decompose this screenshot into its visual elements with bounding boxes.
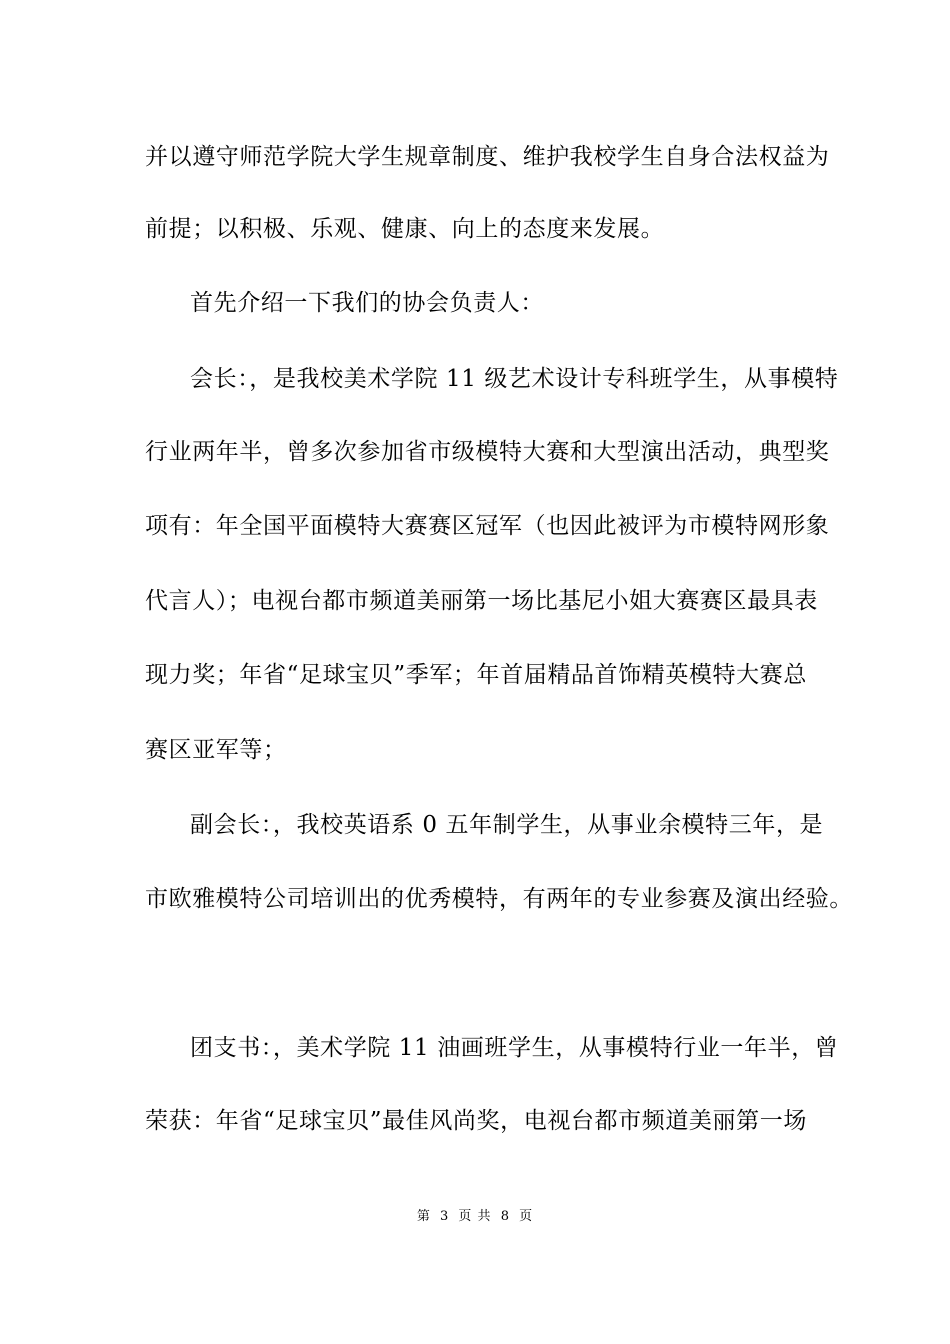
page-label-mid: 页 共 <box>458 1209 492 1224</box>
body-text-line: 荣获：年省“足球宝贝”最佳风尚奖，电视台都市频道美丽第一场 <box>145 1108 807 1134</box>
paragraph-first-line: 副会长：，我校英语系 0 五年制学生，从事业余模特三年，是 <box>190 812 824 838</box>
current-page-number: 3 <box>440 1209 450 1224</box>
body-text-line: 赛区亚军等； <box>145 737 287 763</box>
body-text-line: 项有：年全国平面模特大赛赛区冠军（也因此被评为市模特网形象 <box>145 513 830 539</box>
body-text-line: 前提；以积极、乐观、健康、向上的态度来发展。 <box>145 216 665 242</box>
body-text-line: 行业两年半，曾多次参加省市级模特大赛和大型演出活动，典型奖 <box>145 439 830 465</box>
page-label-prefix: 第 <box>416 1209 431 1224</box>
total-pages-number: 8 <box>500 1209 510 1224</box>
paragraph-first-line: 首先介绍一下我们的协会负责人： <box>190 290 544 316</box>
page-label-suffix: 页 <box>519 1209 534 1224</box>
paragraph-first-line: 会长：，是我校美术学院 11 级艺术设计专科班学生，从事模特 <box>190 366 839 392</box>
body-text-line: 市欧雅模特公司培训出的优秀模特，有两年的专业参赛及演出经验。 <box>145 886 853 912</box>
body-text-line: 并以遵守师范学院大学生规章制度、维护我校学生自身合法权益为 <box>145 144 830 170</box>
body-text-line: 代言人）；电视台都市频道美丽第一场比基尼小姐大赛赛区最具表 <box>145 588 818 614</box>
paragraph-first-line: 团支书：，美术学院 11 油画班学生，从事模特行业一年半，曾 <box>190 1035 839 1061</box>
body-text-line: 现力奖；年省“足球宝贝”季军；年首届精品首饰精英模特大赛总 <box>145 662 807 688</box>
page-footer <box>0 1208 950 1226</box>
